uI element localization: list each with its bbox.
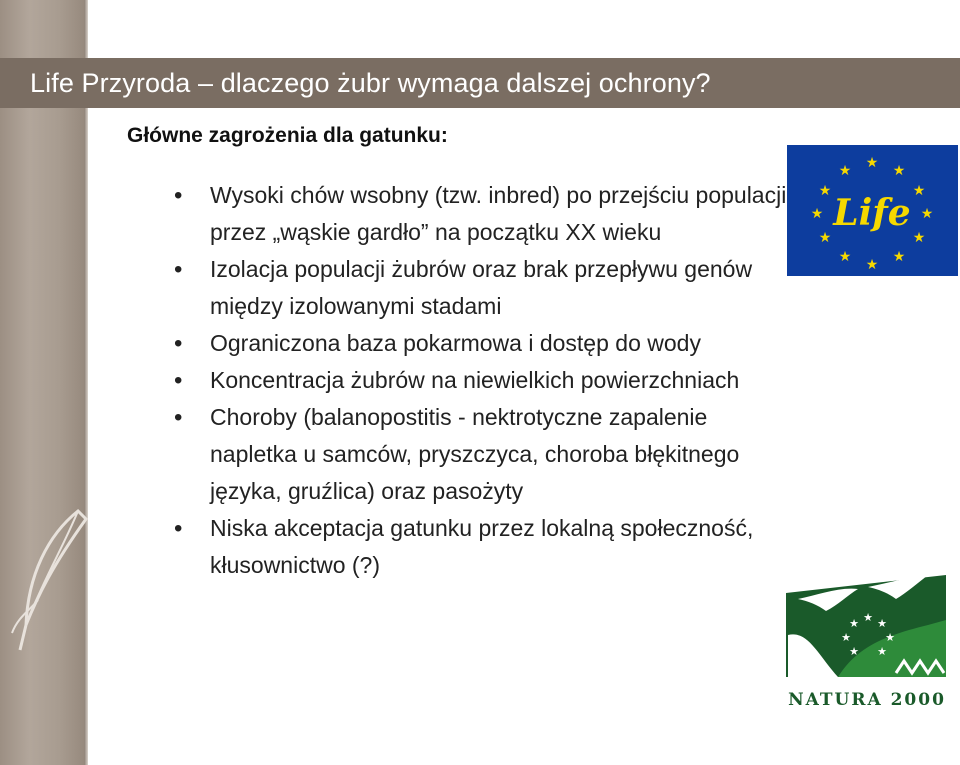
- svg-text:★: ★: [849, 645, 859, 658]
- svg-text:★: ★: [838, 163, 852, 179]
- natura-logo-text: NATURA 2000: [788, 690, 946, 710]
- svg-text:★: ★: [849, 617, 859, 630]
- svg-text:★: ★: [877, 617, 887, 630]
- title-bar: [0, 58, 960, 108]
- quill-pen-icon: [8, 505, 98, 655]
- svg-text:★: ★: [818, 230, 832, 246]
- svg-text:★: ★: [912, 230, 926, 246]
- svg-text:★: ★: [885, 631, 895, 644]
- svg-text:★: ★: [863, 611, 873, 624]
- bullet-item: • Wysoki chów wsobny (tzw. inbred) po przejściu populacji przez „wąskie gardło” na początku XX wieku: [170, 177, 790, 251]
- slide-subtitle: Główne zagrożenia dla gatunku:: [127, 124, 448, 147]
- svg-text:★: ★: [818, 183, 832, 199]
- svg-text:★: ★: [810, 206, 824, 222]
- svg-text:★: ★: [838, 249, 852, 265]
- svg-text:★: ★: [912, 183, 926, 199]
- slide-title: Life Przyroda – dlaczego żubr wymaga dalszej ochrony?: [30, 67, 711, 98]
- svg-text:★: ★: [892, 163, 906, 179]
- bullet-item: • Koncentracja żubrów na niewielkich powierzchniach: [170, 362, 790, 399]
- bullet-item: • Choroby (balanopostitis - nektrotyczne zapalenie napletka u samców, pryszczyca, choroba błękitnego języka, gruźlica) oraz pasożyty: [170, 399, 790, 510]
- bullet-item: • Niska akceptacja gatunku przez lokalną społeczność, kłusownictwo (?): [170, 510, 790, 584]
- bullet-item: • Ograniczona baza pokarmowa i dostęp do wody: [170, 325, 790, 362]
- svg-text:★: ★: [892, 249, 906, 265]
- natura-2000-logo: [778, 565, 956, 715]
- threats-list: [170, 177, 790, 584]
- life-logo-text: Life: [833, 192, 911, 234]
- svg-text:★: ★: [865, 155, 879, 171]
- eu-life-logo: [787, 145, 958, 276]
- svg-text:★: ★: [841, 631, 851, 644]
- bullet-item: • Izolacja populacji żubrów oraz brak przepływu genów między izolowanymi stadami: [170, 251, 790, 325]
- svg-text:★: ★: [877, 645, 887, 658]
- svg-text:★: ★: [920, 206, 934, 222]
- svg-text:★: ★: [865, 257, 879, 273]
